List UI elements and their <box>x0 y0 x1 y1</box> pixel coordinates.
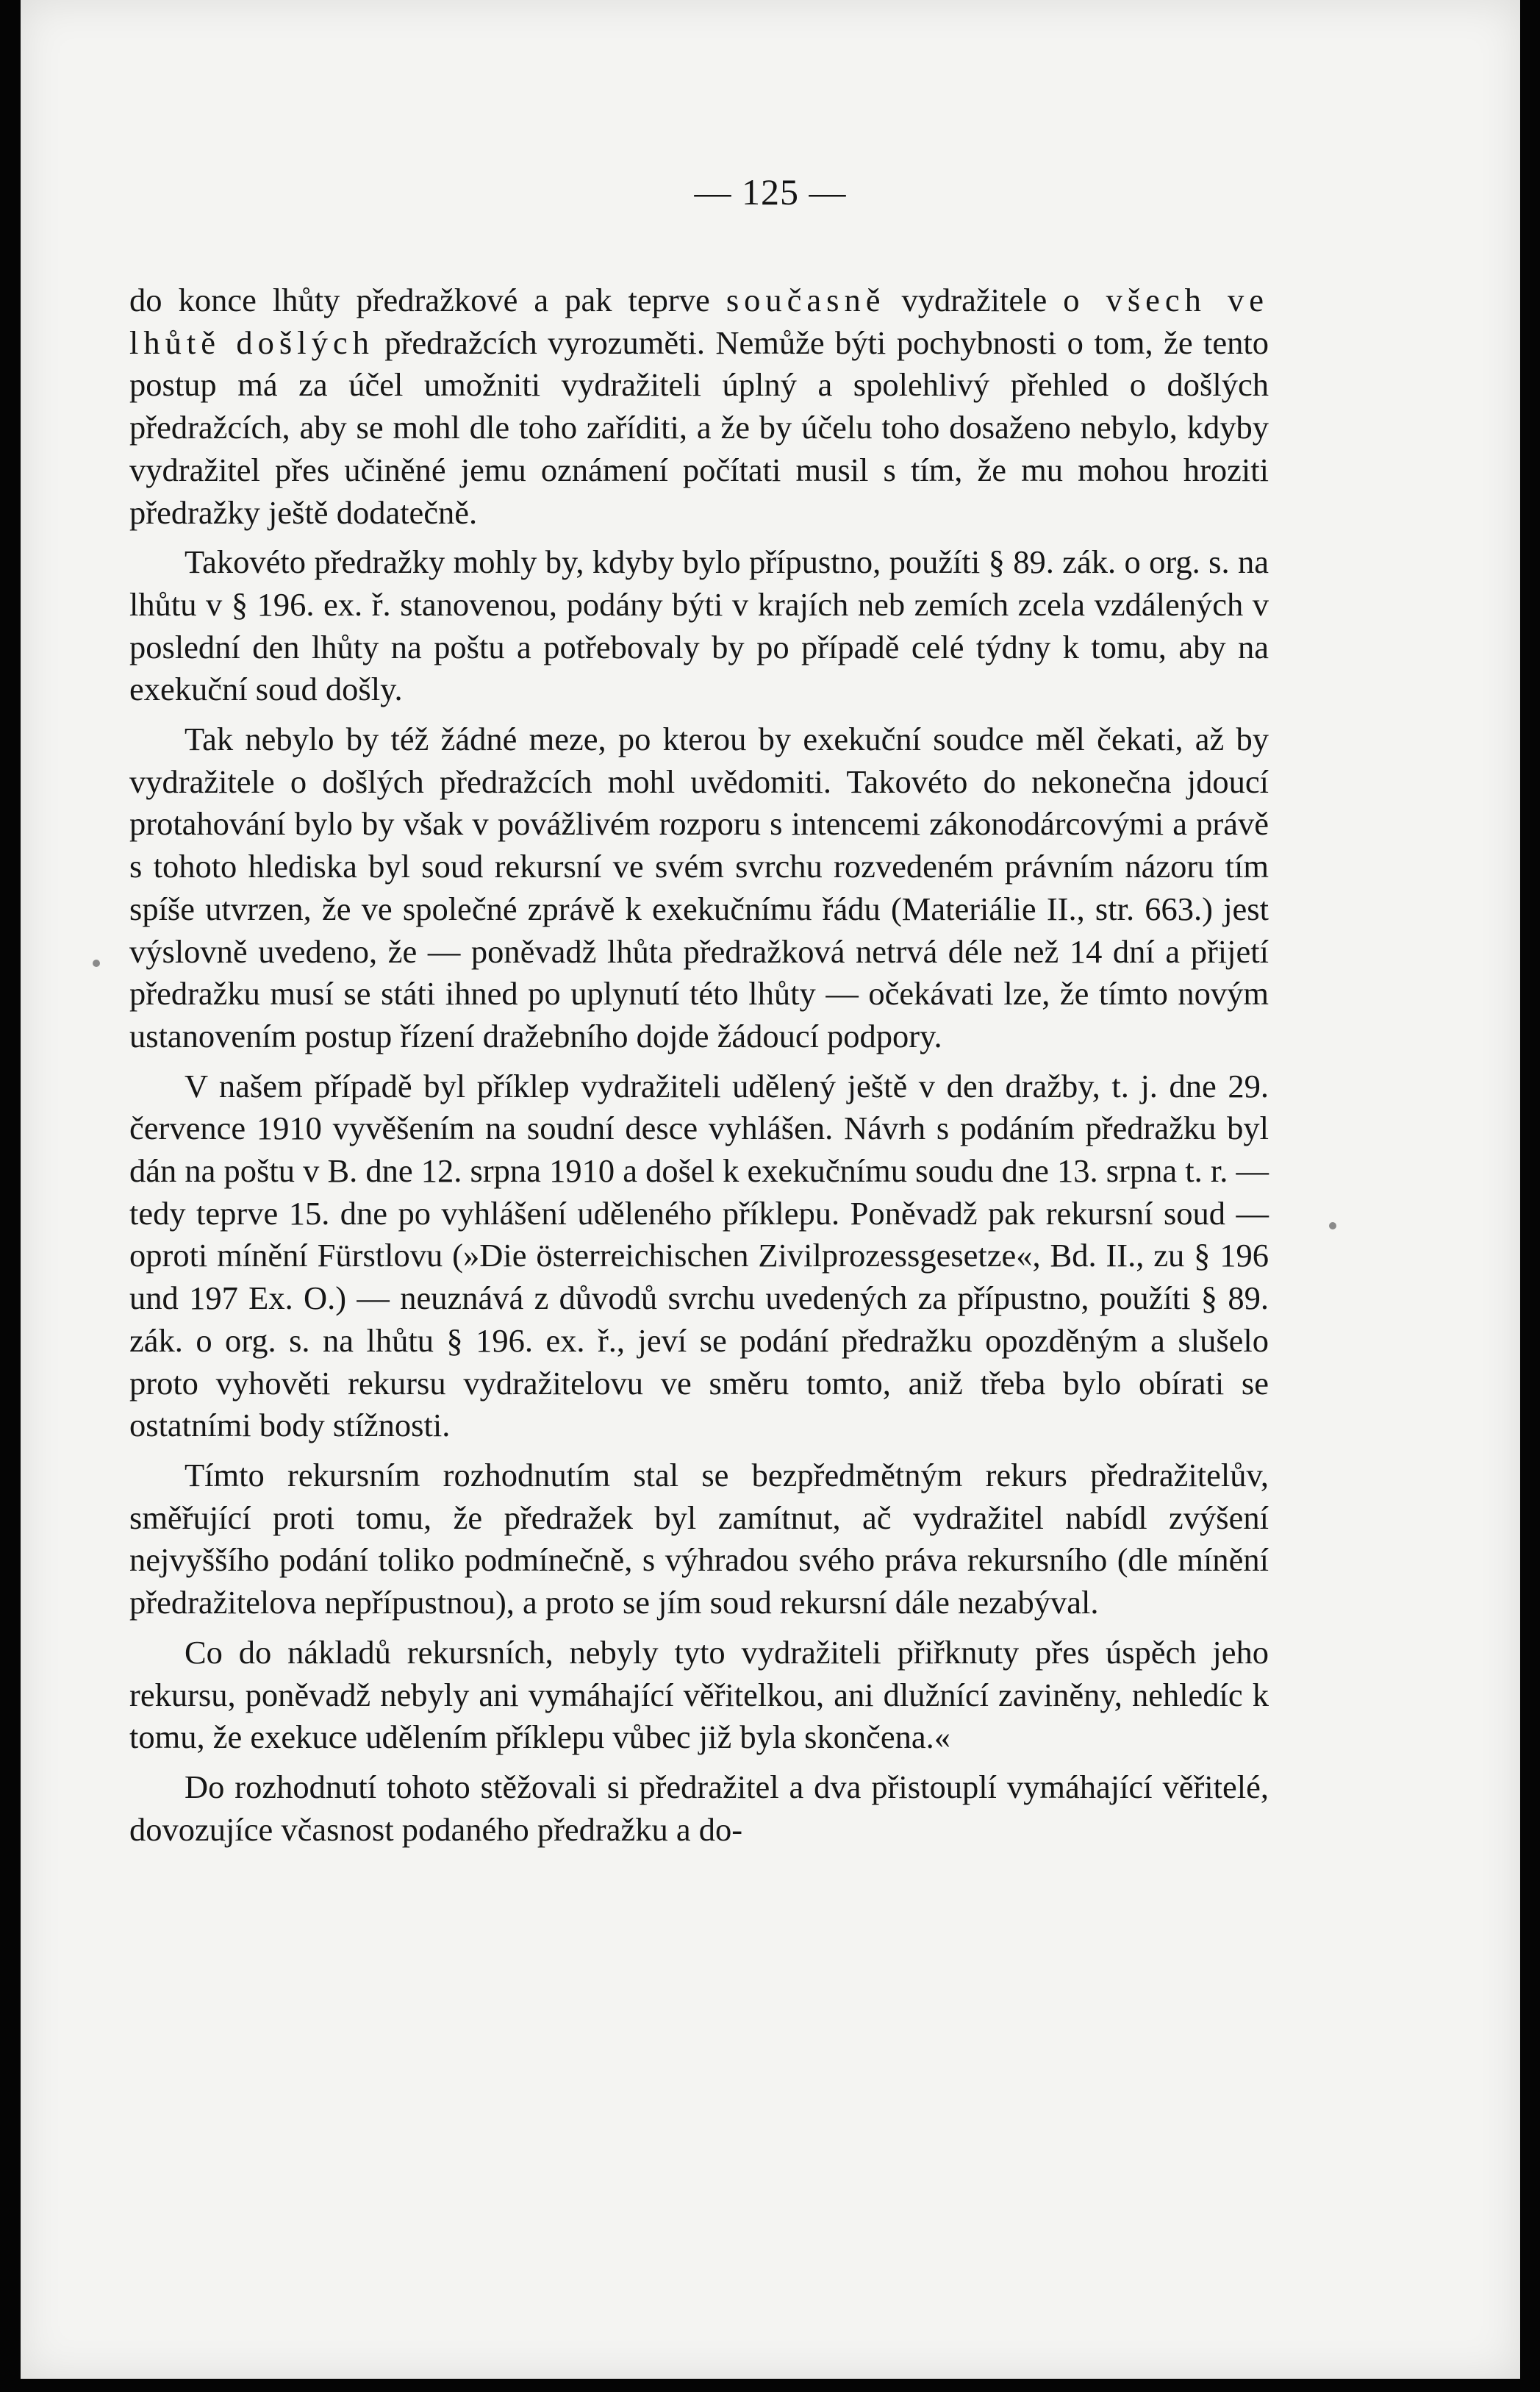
paragraph-p7 <box>129 1766 1269 1851</box>
emphasized-spaced-text: současně <box>726 282 886 318</box>
paragraph-text: Co do nákladů rekursních, nebyly tyto vydražiteli přiřknuty přes úspěch jeho rekursu, poněvadž nebyly ani vymáhající věřitelkou, ani dlužnící zaviněny, nehledíc k tomu, že exekuce udělením příklepu vůbec již byla skončena.« <box>129 1633 1269 1756</box>
scan-speck <box>1329 1222 1336 1229</box>
paragraph-text: vydražitele <box>885 282 1064 318</box>
page-number: — 125 — <box>694 171 847 213</box>
paragraph-text: Do rozhodnutí tohoto stěžovali si předražitel a dva přistouplí vymáhající věřitelé, dovozujíce včasnost podaného předražku a do- <box>129 1768 1269 1848</box>
paragraph-p3 <box>129 718 1269 1058</box>
paragraph-text: Takovéto předražky mohly by, kdyby bylo přípustno, použíti § 89. zák. o org. s. na lhůtu v § 196. ex. ř. stanovenou, podány býti v krajích neb zemích zcela vzdálených v poslední den lhůty na poštu a potřebovaly by po případě celé týdny k tomu, aby na exekuční soud došly. <box>129 543 1269 708</box>
body-text <box>129 279 1269 1858</box>
paragraph-text: Tímto rekursním rozhodnutím stal se bezpředmětným rekurs předražitelův, směřující proti tomu, že předražek byl zamítnut, ač vydražitel nabídl zvýšení nejvyššího podání toliko podmínečně, s výhradou svého práva rekursního (dle mínění předražitelova nepřípustnou), a proto se jím soud rekursní dále nezabýval. <box>129 1456 1269 1621</box>
emphasized-spaced-text: o všech ve lhůtě došlých <box>129 282 1269 361</box>
paragraph-p1 <box>129 279 1269 534</box>
paragraph-p4 <box>129 1065 1269 1447</box>
paragraph-text: V našem případě byl příklep vydražiteli udělený ještě v den dražby, t. j. dne 29. července 1910 vyvěšením na soudní desce vyhlášen. Návrh s podáním předražku byl dán na poštu v B. dne 12. srpna 1910 a došel k exekučnímu soudu dne 13. srpna t. r. — tedy teprve 15. dne po vyhlášení uděleného příklepu. Poněvadž pak rekursní soud — oproti mínění Fürstlovu (»Die österreichischen Zivilprozessgesetze«, Bd. II., zu § 196 und 197 Ex. O.) — neuznává z důvodů svrchu uvedených za přípustno, použíti § 89. zák. o org. s. na lhůtu § 196. ex. ř., jeví se podání předražku opozděným a slušelo proto vyhověti rekursu vydražitelovu ve směru tomto, aniž třeba bylo obírati se ostatními body stížnosti. <box>129 1067 1269 1444</box>
paragraph-p5 <box>129 1454 1269 1624</box>
paragraph-text: Tak nebylo by též žádné meze, po kterou by exekuční soudce měl čekati, až by vydražitele o došlých předražcích mohl uvědomiti. Takovéto do nekonečna jdoucí protahování bylo by však v povážlivém rozporu s intencemi zákonodárcovými a právě s tohoto hlediska byl soud rekursní ve svém svrchu rozvedeném právním názoru tím spíše utvrzen, že ve společné zprávě k exekučnímu řádu (Materiálie II., str. 663.) jest výslovně uvedeno, že — poněvadž lhůta předražková netrvá déle než 14 dní a přijetí předražku musí se státi ihned po uplynutí této lhůty — očekávati lze, že tímto novým ustanovením postup řízení dražebního dojde žádoucí podpory. <box>129 721 1269 1054</box>
paragraph-text: předražcích vyrozuměti. Nemůže býti pochybnosti o tom, že tento postup má za účel umožniti vydražiteli úplný a spolehlivý přehled o došlých předražcích, aby se mohl dle toho zaříditi, a že by účelu toho dosaženo nebylo, kdyby vydražitel přes učiněné jemu oznámení počítati musil s tím, že mu mohou hroziti předražky ještě dodatečně. <box>129 324 1269 531</box>
paragraph-p2 <box>129 541 1269 711</box>
paragraph-text: do konce lhůty předražkové a pak teprve <box>129 282 726 318</box>
paragraph-p6 <box>129 1632 1269 1759</box>
scanned-page <box>21 0 1520 2379</box>
scan-speck <box>93 960 100 967</box>
